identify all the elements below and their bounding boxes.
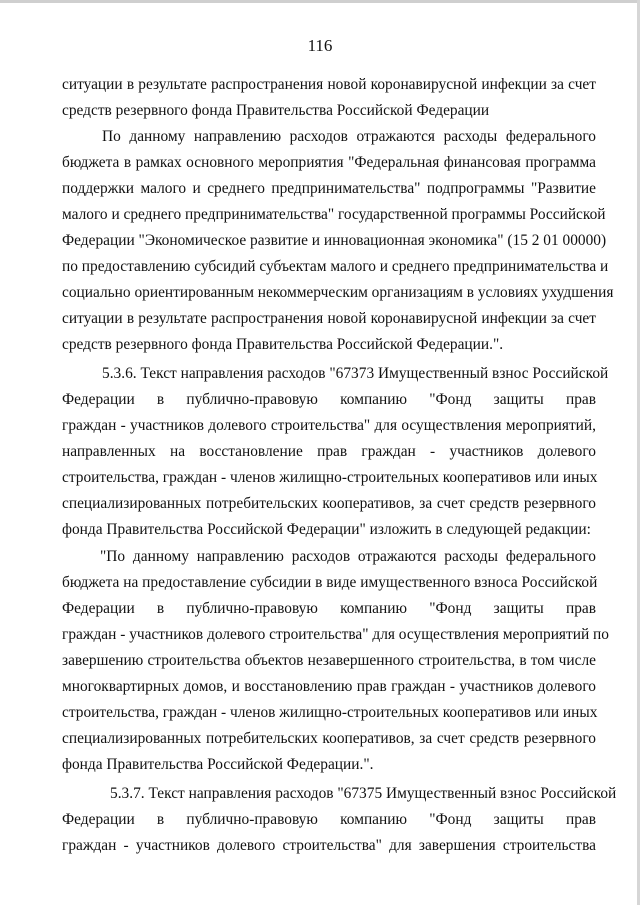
text-line: граждан - участников долевого строительства" для завершения строительства: [62, 837, 596, 854]
text-line: Федерации в публично-правовую компанию "Фонд защиты прав: [62, 600, 596, 617]
text-line: специализированных потребительских кооперативов, за счет средств резервного: [62, 495, 596, 512]
text-line: ситуации в результате распространения новой коронавирусной инфекции за счет: [62, 310, 596, 327]
text-line: Федерации в публично-правовую компанию "Фонд защиты прав: [62, 811, 596, 828]
text-line: бюджета в рамках основного мероприятия "Федеральная финансовая программа: [62, 154, 596, 171]
text-line: фонда Правительства Российской Федерации.".: [62, 756, 374, 773]
text-line: граждан - участников долевого строительства" для осуществления мероприятий,: [62, 417, 596, 434]
section-5-3-7-heading: 5.3.7. Текст направления расходов "67375 Имущественный взнос Российской: [110, 785, 617, 802]
text-line: Федерации в публично-правовую компанию "Фонд защиты прав: [62, 391, 596, 408]
quoted-paragraph-first-line: "По данному направлению расходов отражаются расходы федерального: [100, 548, 596, 565]
text-line: бюджета на предоставление субсидии в виде имущественного взноса Российской: [62, 574, 598, 591]
text-line: средств резервного фонда Правительства Российской Федерации.".: [62, 336, 504, 353]
text-line: по предоставлению субсидий субъектам малого и среднего предпринимательства и: [62, 258, 609, 275]
text-line: поддержки малого и среднего предпринимательства" подпрограммы "Развитие: [62, 180, 596, 197]
text-line: граждан - участников долевого строительства" для осуществления мероприятий по: [62, 626, 609, 643]
text-line: специализированных потребительских кооперативов, за счет средств резервного: [62, 730, 596, 747]
page-number: 116: [307, 36, 333, 55]
text-line: малого и среднего предпринимательства" государственной программы Российской: [62, 206, 606, 223]
text-line: фонда Правительства Российской Федерации" изложить в следующей редакции:: [62, 521, 591, 538]
text-line: ситуации в результате распространения новой коронавирусной инфекции за счет: [62, 76, 596, 93]
text-line: средств резервного фонда Правительства Российской Федерации: [62, 102, 490, 119]
paragraph-first-line: По данному направлению расходов отражаются расходы федерального: [102, 128, 596, 145]
scan-edge-top: [0, 0, 640, 3]
text-line: Федерации "Экономическое развитие и инновационная экономика" (15 2 01 00000): [62, 232, 607, 249]
text-line: строительства, граждан - членов жилищно-строительных кооперативов или иных: [62, 704, 598, 721]
text-line: строительства, граждан - членов жилищно-строительных кооперативов или иных: [62, 469, 598, 486]
text-line: завершению строительства объектов незавершенного строительства, в том числе: [62, 652, 596, 669]
text-line: многоквартирных домов, и восстановлению прав граждан - участников долевого: [62, 678, 596, 695]
text-line: социально ориентированным некоммерческим организациям в условиях ухудшения: [62, 284, 614, 301]
text-line: направленных на восстановление прав граждан - участников долевого: [62, 443, 596, 460]
section-5-3-6-heading: 5.3.6. Текст направления расходов "67373 Имущественный взнос Российской: [102, 365, 609, 382]
